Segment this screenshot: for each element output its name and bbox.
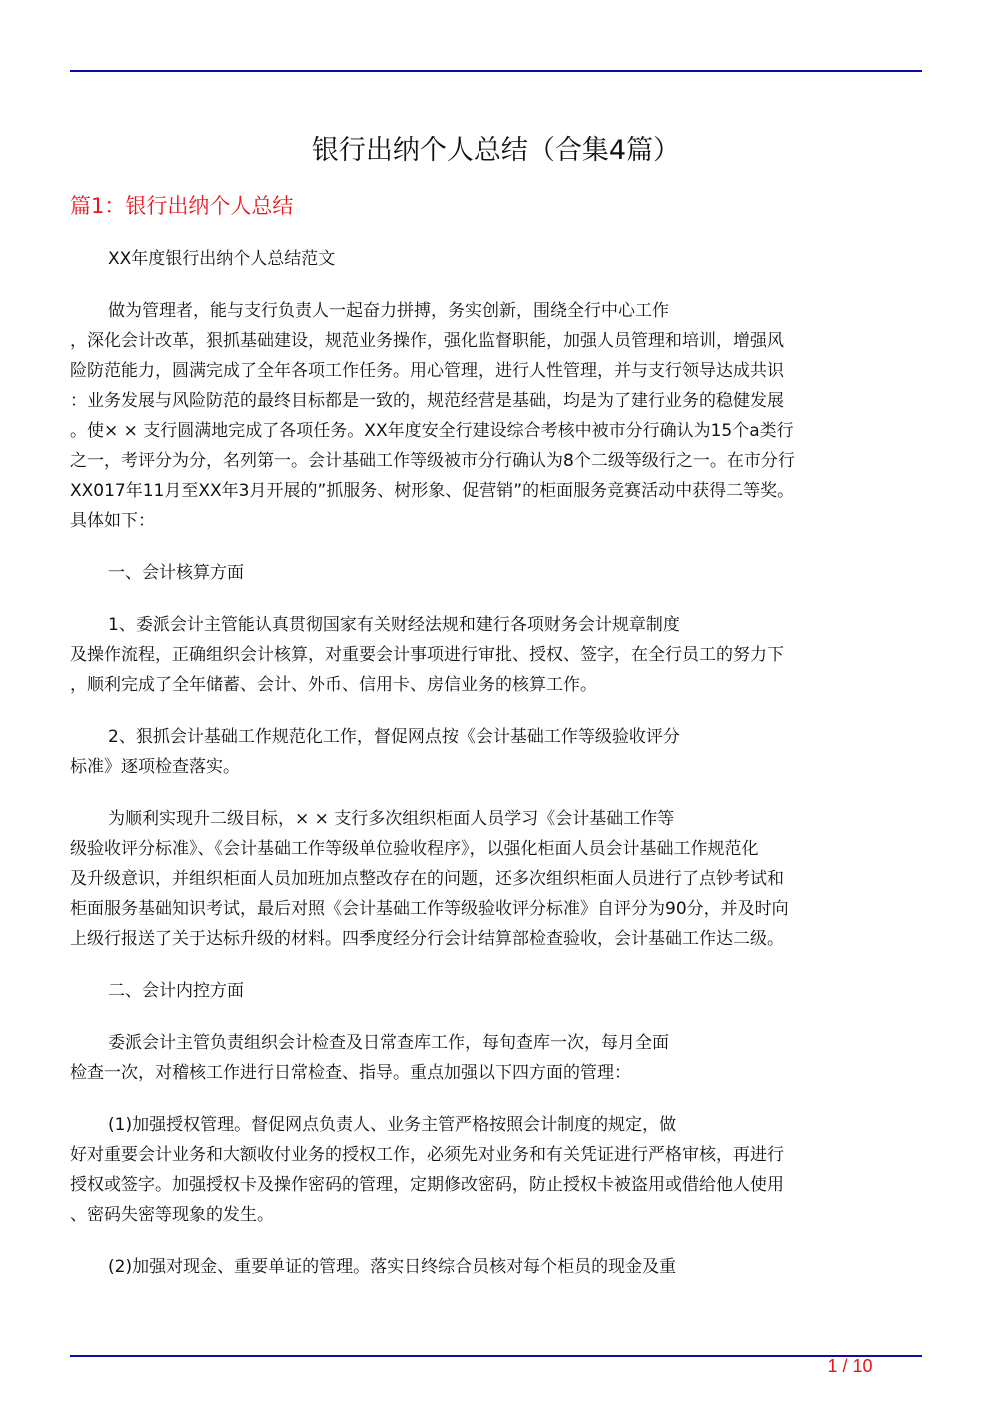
paragraph-line: 做为管理者，能与支行负责人一起奋力拼搏，务实创新，围绕全行中心工作: [108, 301, 669, 321]
section-heading: 篇1：银行出纳个人总结: [70, 194, 294, 218]
paragraph-line: 、密码失密等现象的发生。: [70, 1205, 274, 1225]
paragraph-line: (2)加强对现金、重要单证的管理。落实日终综合员核对每个柜员的现金及重: [108, 1257, 677, 1277]
footer-rule: [70, 1355, 922, 1357]
paragraph-line: 具体如下：: [70, 511, 155, 531]
document-title: 银行出纳个人总结（合集4篇）: [311, 135, 681, 166]
paragraph-line: 授权或签字。加强授权卡及操作密码的管理，定期修改密码，防止授权卡被盗用或借给他人使用: [70, 1175, 784, 1195]
paragraph-line: 2、狠抓会计基础工作规范化工作，督促网点按《会计基础工作等级验收评分: [108, 727, 680, 747]
paragraph: [70, 610, 922, 700]
paragraph: [70, 722, 922, 782]
paragraph: [70, 1028, 922, 1088]
paragraph-line: 之一，考评分为分，名列第一。会计基础工作等级被市分行确认为8个二级等级行之一。在市分行: [70, 451, 795, 471]
paragraph: [70, 244, 922, 274]
paragraph-line: ，顺利完成了全年储蓄、会计、外币、信用卡、房信业务的核算工作。: [70, 675, 597, 695]
paragraph-line: XX年度银行出纳个人总结范文: [108, 249, 336, 269]
paragraph: [70, 1252, 922, 1282]
paragraph-line: (1)加强授权管理。督促网点负责人、业务主管严格按照会计制度的规定，做: [108, 1115, 677, 1135]
paragraph-line: 检查一次，对稽核工作进行日常检查、指导。重点加强以下四方面的管理：: [70, 1063, 631, 1083]
paragraph-line: 标准》逐项检查落实。: [70, 757, 240, 777]
paragraph-line: 上级行报送了关于达标升级的材料。四季度经分行会计结算部检查验收，会计基础工作达二级。: [70, 929, 784, 949]
paragraph-line: 及升级意识，并组织柜面人员加班加点整改存在的问题，还多次组织柜面人员进行了点钞考试和: [70, 869, 784, 889]
paragraph-line: 级验收评分标准》、《会计基础工作等级单位验收程序》，以强化柜面人员会计基础工作规范化: [70, 839, 759, 859]
paragraph-line: ：业务发展与风险防范的最终目标都是一致的，规范经营是基础，均是为了建行业务的稳健发展: [70, 391, 784, 411]
paragraph-line: 1、委派会计主管能认真贯彻国家有关财经法规和建行各项财务会计规章制度: [108, 615, 680, 635]
paragraph-line: 柜面服务基础知识考试，最后对照《会计基础工作等级验收评分标准》自评分为90分，并及时向: [70, 899, 789, 919]
paragraph: [70, 296, 922, 536]
page-indicator: 1 / 10: [827, 1356, 873, 1376]
document-body: [70, 244, 922, 1304]
paragraph-line: 险防范能力，圆满完成了全年各项工作任务。用心管理，进行人性管理，并与支行领导达成共识: [70, 361, 784, 381]
paragraph-line: XX017年11月至XX年3月开展的”抓服务、树形象、促营销”的柜面服务竞赛活动中获得二等奖。: [70, 481, 795, 501]
paragraph-line: 二、会计内控方面: [108, 981, 244, 1001]
paragraph: [70, 558, 922, 588]
paragraph: [70, 976, 922, 1006]
paragraph-line: ，深化会计改革，狠抓基础建设，规范业务操作，强化监督职能，加强人员管理和培训，增强风: [70, 331, 784, 351]
header-rule: [70, 70, 922, 72]
paragraph: [70, 804, 922, 954]
paragraph: [70, 1110, 922, 1230]
paragraph-line: 为顺利实现升二级目标，× × 支行多次组织柜面人员学习《会计基础工作等: [108, 809, 675, 829]
paragraph-line: 及操作流程，正确组织会计核算，对重要会计事项进行审批、授权、签字，在全行员工的努力下: [70, 645, 784, 665]
paragraph-line: 。使× × 支行圆满地完成了各项任务。XX年度安全行建设综合考核中被市分行确认为15个a类行: [70, 421, 794, 441]
paragraph-line: 一、会计核算方面: [108, 563, 244, 583]
paragraph-line: 委派会计主管负责组织会计检查及日常查库工作，每旬查库一次，每月全面: [108, 1033, 669, 1053]
paragraph-line: 好对重要会计业务和大额收付业务的授权工作，必须先对业务和有关凭证进行严格审核，再进行: [70, 1145, 784, 1165]
